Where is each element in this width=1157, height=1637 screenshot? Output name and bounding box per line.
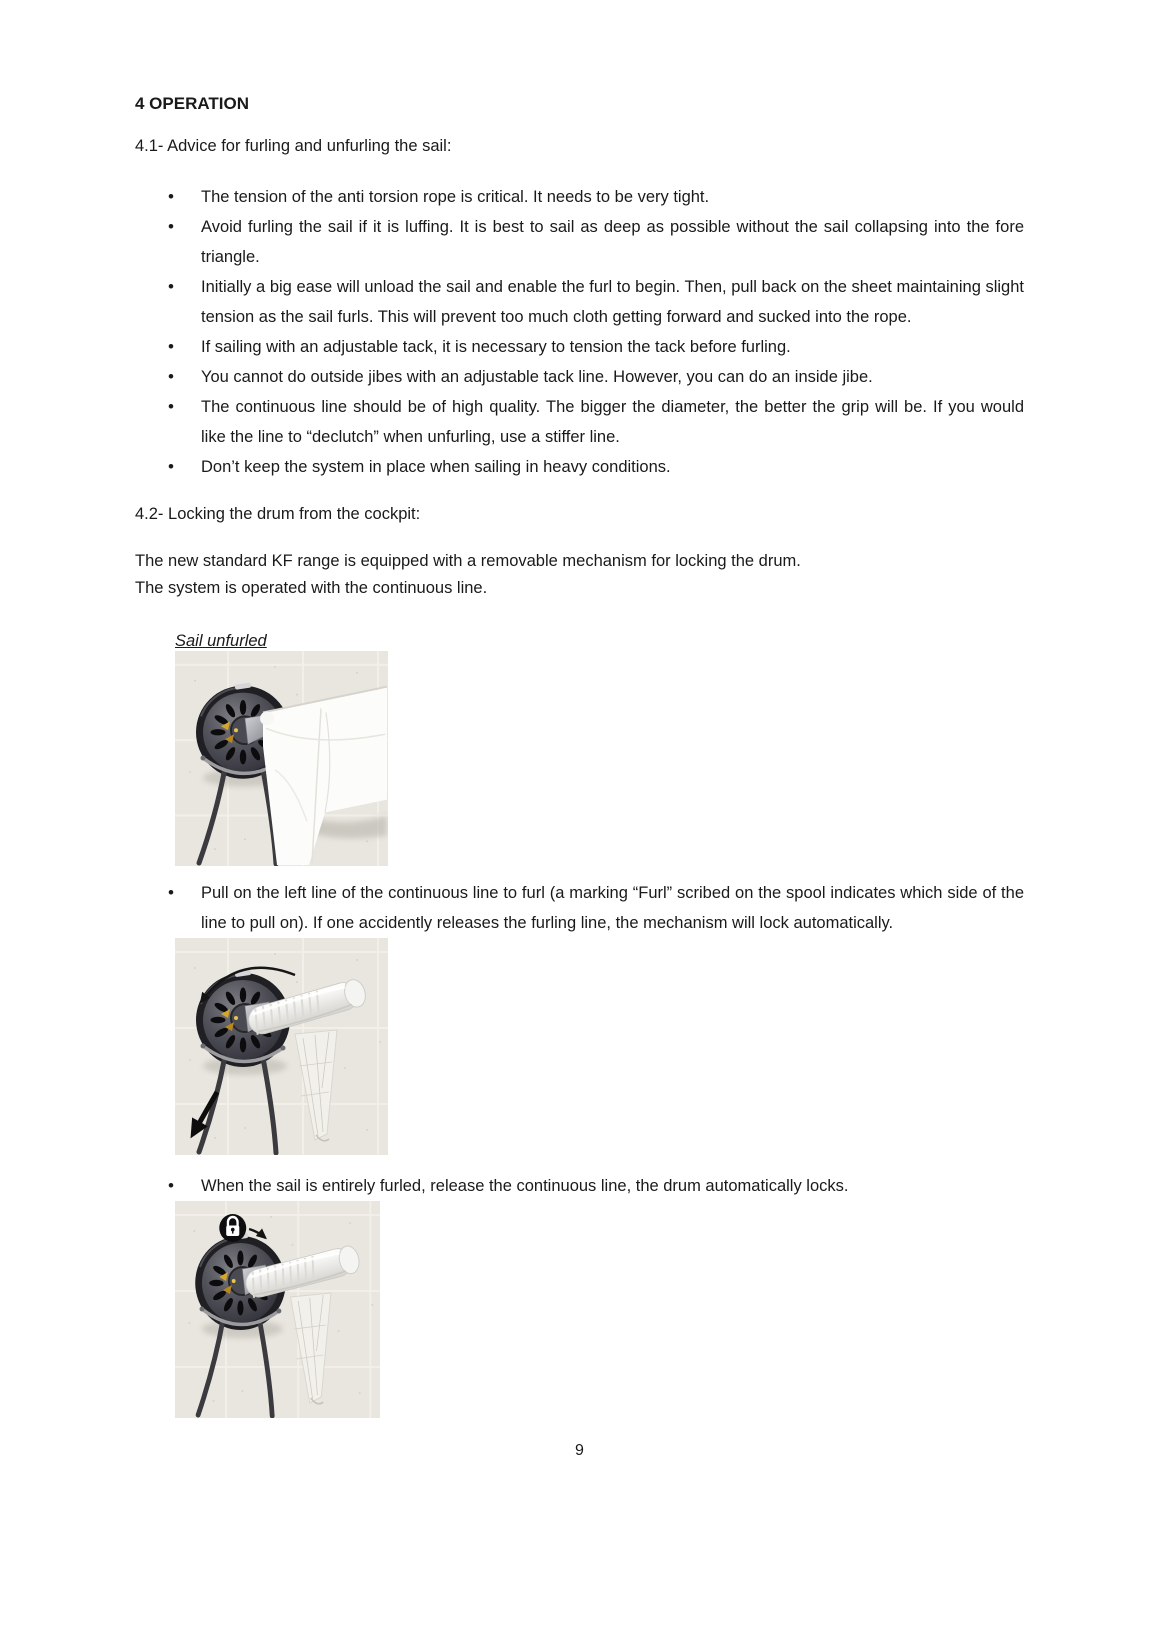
page-number: 9 <box>575 1442 584 1459</box>
figure-caption-sail-unfurled: Sail unfurled <box>175 632 267 650</box>
subsection-4-2-heading: 4.2- Locking the drum from the cockpit: <box>135 505 421 523</box>
locked-photo-graphic <box>175 1201 380 1418</box>
figure-drum-locked-photo <box>175 1201 380 1418</box>
lock-icon <box>219 1214 246 1242</box>
locking-intro-line-2: The system is operated with the continuous line. <box>135 579 488 597</box>
advice-bullet-big-ease: • Initially a big ease will unload the sail and enable the furl to begin. Then, pull back on the sheet maintaining slight tension as the sail furls. This will prevent too much cloth getting forward and sucked into the rope. <box>165 272 1024 332</box>
advice-bullet-tension: • The tension of the anti torsion rope is critical. It needs to be very tight. <box>165 182 1024 212</box>
advice-bullet-line-quality: • The continuous line should be of high quality. The bigger the diameter, the better the grip will be. If you would like the line to “declutch” when unfurling, use a stiffer line. <box>165 392 1024 452</box>
furling-photo-graphic <box>175 938 388 1155</box>
advice-bullet-jibes: • You cannot do outside jibes with an adjustable tack line. However, you can do an inside jibe. <box>165 362 1024 392</box>
section-heading: 4 OPERATION <box>135 94 249 113</box>
advice-bullet-heavy-conditions: • Don’t keep the system in place when sailing in heavy conditions. <box>165 452 1024 482</box>
unfurled-photo-graphic <box>175 651 388 866</box>
step-release-line-drum-locks: • When the sail is entirely furled, release the continuous line, the drum automatically locks. <box>165 1171 1024 1201</box>
locking-intro-paragraph <box>135 548 1024 602</box>
advice-bullet-adjustable-tack: • If sailing with an adjustable tack, it is necessary to tension the tack before furling. <box>165 332 1024 362</box>
figure-sail-unfurled-photo <box>175 651 388 866</box>
step-pull-line-to-furl: • Pull on the left line of the continuous line to furl (a marking “Furl” scribed on the spool indicates which side of the line to pull on). If one accidently releases the furling line, the mechanism will lock automatically. <box>165 878 1024 938</box>
advice-bullet-list <box>165 182 1024 482</box>
advice-bullet-luffing: • Avoid furling the sail if it is luffing. It is best to sail as deep as possible without the sail collapsing into the fore triangle. <box>165 212 1024 272</box>
subsection-4-1-heading: 4.1- Advice for furling and unfurling the sail: <box>135 137 452 155</box>
figure-sail-furling-photo <box>175 938 388 1155</box>
locking-intro-line-1: The new standard KF range is equipped with a removable mechanism for locking the drum. <box>135 552 801 570</box>
